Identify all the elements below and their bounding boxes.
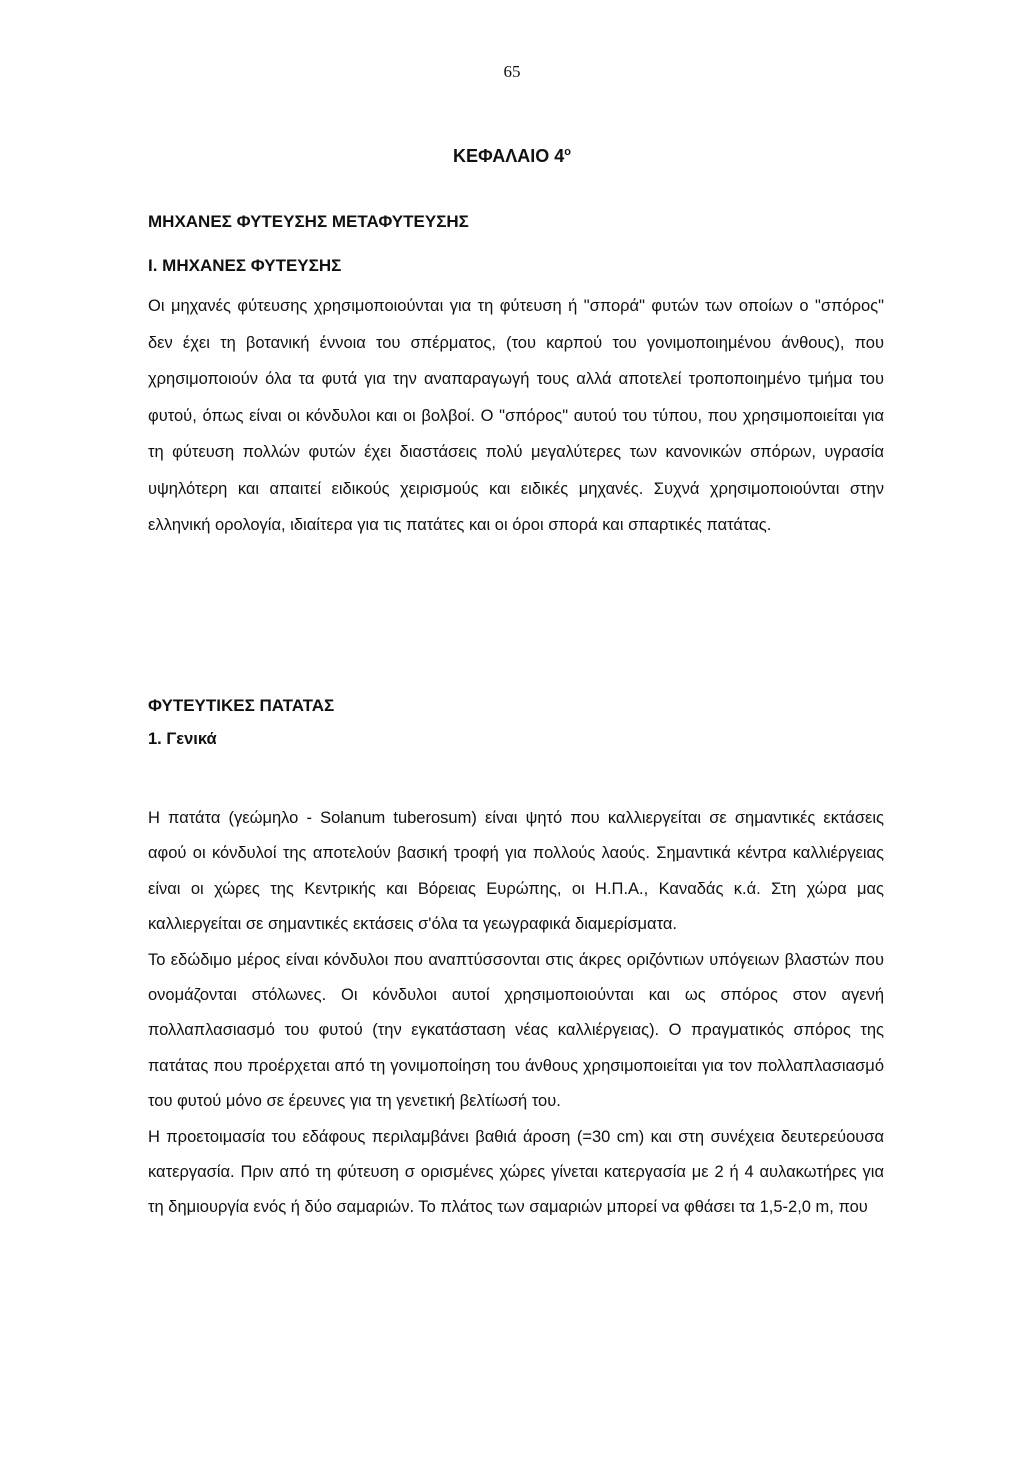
chapter-label: ΚΕΦΑΛΑΙΟ 4 — [452, 146, 565, 166]
page-number: 65 — [503, 62, 521, 81]
chapter-title — [0, 146, 1024, 167]
intro-section — [148, 288, 884, 544]
general-paragraph-3: Η προετοιμασία του εδάφους περιλαμβάνει βαθιά άροση (=30 cm) και στη συνέχεια δευτερεύουσα κατεργασία. Πριν από τη φύτευση σ ορισμένες χώρες γίνεται κατεργασία με 2 ή 4 αυλακωτήρες για τη δημιουργία ενός ή δύο σαμαριών. Το πλάτος των σαμαριών μπορεί να φθάσει τα 1,5-2,0 m, που — [148, 1127, 884, 1217]
subsection-title — [148, 256, 884, 276]
general-paragraph-1: Η πατάτα (γεώμηλο - Solanum tuberosum) είναι ψητό που καλλιεργείται σε σημαντικές εκτάσεις αφού οι κόνδυλοί της αποτελούν βασική τροφή για πολλούς λαούς. Σημαντικά κέντρα καλλιέργειας είναι οι χώρες της Κεντρικής και Βόρειας Ευρώπης, οι Η.Π.Α., Καναδάς κ.ά. Στη χώρα μας καλλιεργείται σε σημαντικές εκτάσεις σ'όλα τα γεωγραφικά διαμερίσματα. — [148, 809, 884, 934]
general-heading — [148, 730, 884, 749]
chapter-superscript: ο — [564, 146, 572, 158]
general-section — [148, 801, 884, 1226]
potato-heading — [148, 696, 884, 716]
subsection-title-text: Ι. ΜΗΧΑΝΕΣ ΦΥΤΕΥΣΗΣ — [148, 256, 342, 275]
section-title — [148, 212, 884, 232]
general-heading-text: 1. Γενικά — [148, 730, 217, 748]
general-paragraph-2: Το εδώδιμο μέρος είναι κόνδυλοι που αναπτύσσονται στις άκρες οριζόντιων υπόγειων βλαστών που ονομάζονται στόλωνες. Οι κόνδυλοι αυτοί χρησιμοποιούνται και ως σπόρος στον αγενή πολλαπλασιασμό του φυτού (την εγκατάσταση νέας καλλιέργειας). Ο πραγματικός σπόρος της πατάτας που προέρχεται από τη γονιμοποίηση του άνθους χρησιμοποιείται για τον πολλαπλασιασμό του φυτού μόνο σε έρευνες για τη γενετική βελτίωσή του. — [148, 950, 884, 1111]
potato-heading-text: ΦΥΤΕΥΤΙΚΕΣ ΠΑΤΑΤΑΣ — [148, 696, 335, 715]
intro-paragraph: Οι μηχανές φύτευσης χρησιμοποιούνται για τη φύτευση ή "σπορά" φυτών των οποίων ο "σπόρος" δεν έχει τη βοτανική έννοια του σπέρματος, (του καρπού του γονιμοποιημένου άνθους), που χρησιμοποιούν όλα τα φυτά για την αναπαραγωγή τους αλλά αποτελεί τροποποιημένο τμήμα του φυτού, όπως είναι οι κόνδυλοι και οι βολβοί. Ο "σπόρος" αυτού του τύπου, που χρησιμοποιείται για τη φύτευση πολλών φυτών έχει διαστάσεις πολύ μεγαλύτερες των κανονικών σπόρων, υγρασία υψηλότερη και απαιτεί ειδικούς χειρισμούς και ειδικές μηχανές. Συχνά χρησιμοποιούνται στην ελληνική ορολογία, ιδιαίτερα για τις πατάτες και οι όροι σπορά και σπαρτικές πατάτας. — [148, 297, 884, 534]
section-title-text: ΜΗΧΑΝΕΣ ΦΥΤΕΥΣΗΣ ΜΕΤΑΦΥΤΕΥΣΗΣ — [148, 212, 469, 231]
